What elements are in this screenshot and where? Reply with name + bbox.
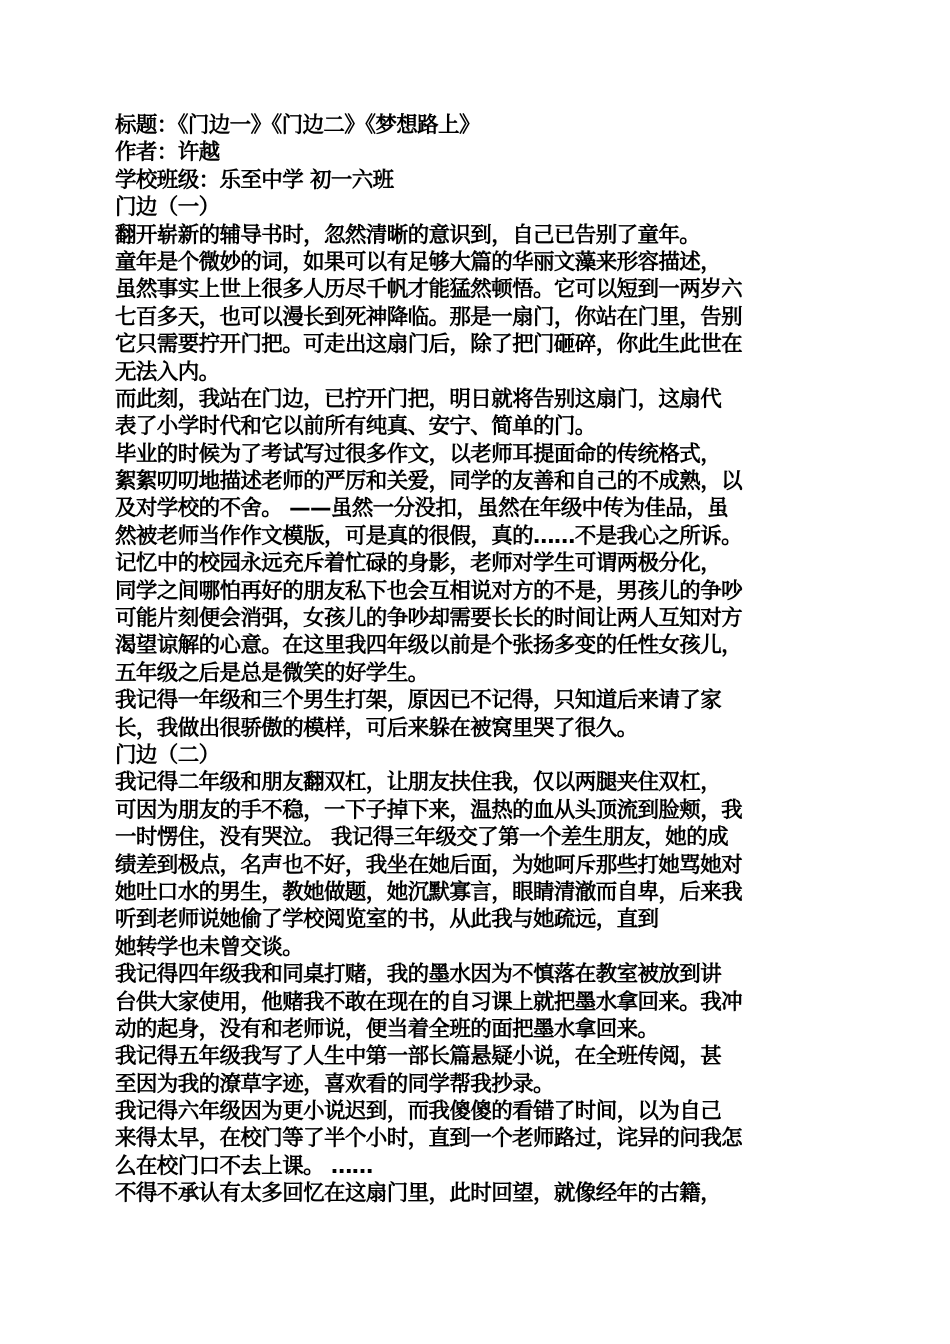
text-line: 她吐口水的男生，教她做题，她沉默寡言，眼睛清澈而自卑，后来我 xyxy=(115,879,743,905)
text-line: 而此刻，我站在门边，已拧开门把，明日就将告别这扇门，这扇代 xyxy=(115,386,722,412)
text-line: 可能片刻便会消弭，女孩儿的争吵却需要长长的时间让两人互知对方 xyxy=(115,606,743,632)
text-line: 不得不承认有太多回忆在这扇门里，此时回望，就像经年的古籍， xyxy=(115,1181,722,1207)
text-line: 听到老师说她偷了学校阅览室的书，从此我与她疏远，直到 xyxy=(115,907,659,933)
text-line: 无法入内。 xyxy=(115,359,220,385)
text-line: 同学之间哪怕再好的朋友私下也会互相说对方的不是，男孩儿的争吵 xyxy=(115,578,743,604)
text-line: 一时愣住，没有哭泣。 我记得三年级交了第一个差生朋友，她的成 xyxy=(115,825,728,851)
text-line: 动的起身，没有和老师说，便当着全班的面把墨水拿回来。 xyxy=(115,1016,659,1042)
text-line: 可因为朋友的手不稳，一下子掉下来，温热的血从头顶流到脸颊，我 xyxy=(115,797,743,823)
text-line: 它只需要拧开门把。可走出这扇门后，除了把门砸碎，你此生此世在 xyxy=(115,332,743,358)
text-line: 我记得一年级和三个男生打架，原因已不记得，只知道后来请了家 xyxy=(115,688,722,714)
text-line: 七百多天，也可以漫长到死神降临。那是一扇门，你站在门里，告别 xyxy=(115,304,743,330)
text-line: 渴望谅解的心意。在这里我四年级以前是个张扬多变的任性女孩儿， xyxy=(115,633,743,659)
text-line: 来得太早，在校门等了半个小时，直到一个老师路过，诧异的问我怎 xyxy=(115,1126,743,1152)
text-line: 长，我做出很骄傲的模样，可后来躲在被窝里哭了很久。 xyxy=(115,715,638,741)
title-line: 标题：《门边一》《门边二》《梦想路上》 xyxy=(115,113,480,138)
text-line: 翻开崭新的辅导书时，忽然清晰的意识到，自己已告别了童年。 xyxy=(115,222,701,248)
text-line: 童年是个微妙的词，如果可以有足够大篇的华丽文藻来形容描述， xyxy=(115,249,722,275)
text-line: 絮絮叨叨地描述老师的严厉和关爱，同学的友善和自己的不成熟，以 xyxy=(115,469,743,495)
text-line: 台供大家使用，他赌我不敢在现在的自习课上就把墨水拿回来。我冲 xyxy=(115,989,743,1015)
text-line: 五年级之后是总是微笑的好学生。 xyxy=(115,660,429,686)
text-line: 么在校门口不去上课。 …… xyxy=(115,1153,373,1179)
author-line: 作者：许越 xyxy=(115,140,220,166)
text-line: 虽然事实上世上很多人历尽千帆才能猛然顿悟。它可以短到一两岁六 xyxy=(115,277,743,303)
text-line: 她转学也未曾交谈。 xyxy=(115,934,304,960)
text-line: 表了小学时代和它以前所有纯真、安宁、简单的门。 xyxy=(115,414,596,440)
text-line: 然被老师当作作文模版，可是真的很假，真的……不是我心之所诉。 xyxy=(115,523,743,549)
section-heading-1: 门边（一） xyxy=(115,195,220,221)
text-line: 绩差到极点，名声也不好，我坐在她后面，为她呵斥那些打她骂她对 xyxy=(115,852,743,878)
text-line: 我记得二年级和朋友翻双杠，让朋友扶住我，仅以两腿夹住双杠， xyxy=(115,770,722,796)
text-line: 我记得四年级我和同桌打赌，我的墨水因为不慎落在教室被放到讲 xyxy=(115,962,722,988)
text-line: 至因为我的潦草字迹，喜欢看的同学帮我抄录。 xyxy=(115,1071,554,1097)
section-heading-2: 门边（二） xyxy=(115,742,220,768)
text-line: 毕业的时候为了考试写过很多作文，以老师耳提面命的传统格式， xyxy=(115,441,722,467)
school-line: 学校班级：乐至中学 初一六班 xyxy=(115,167,394,193)
text-line: 及对学校的不舍。 ——虽然一分没扣，虽然在年级中传为佳品，虽 xyxy=(115,496,728,522)
document-body xyxy=(115,112,840,1208)
text-line: 我记得五年级我写了人生中第一部长篇悬疑小说，在全班传阅，甚 xyxy=(115,1044,722,1070)
text-line: 我记得六年级因为更小说迟到，而我傻傻的看错了时间，以为自己 xyxy=(115,1099,722,1125)
text-line: 记忆中的校园永远充斥着忙碌的身影，老师对学生可谓两极分化， xyxy=(115,551,722,577)
